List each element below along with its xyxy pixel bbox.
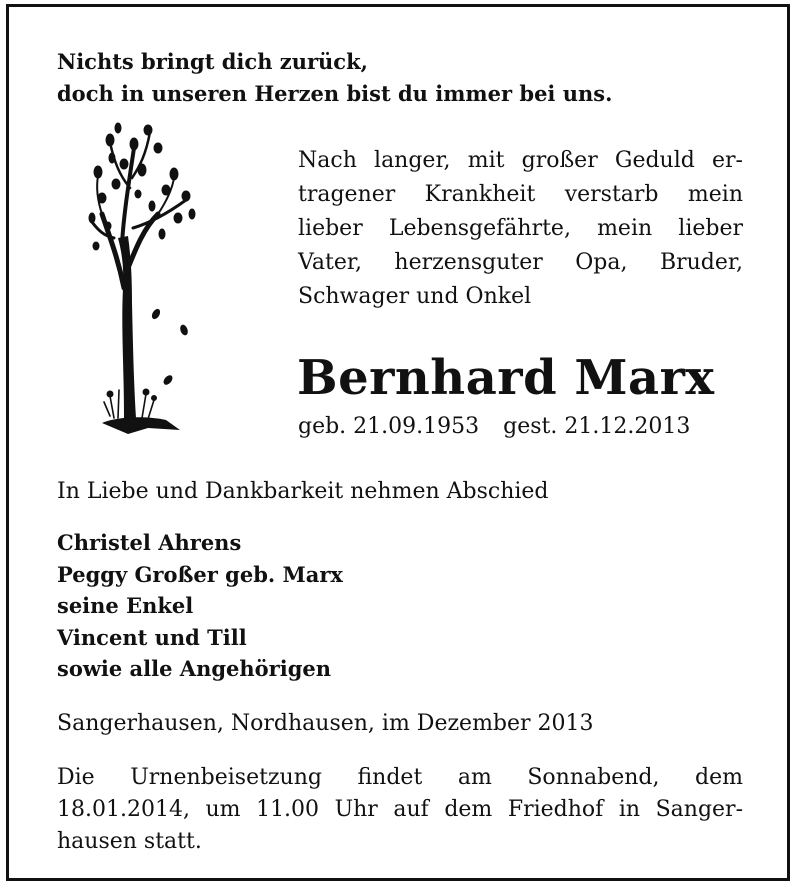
motto-line: Nichts bringt dich zurück, [57, 49, 368, 74]
death-date: gest. 21.12.2013 [503, 414, 691, 439]
mourner: Christel Ahrens [57, 530, 242, 555]
intro-line: tragener Krankheit verstarb mein [298, 182, 743, 207]
mourners-list [57, 527, 343, 685]
intro-line: Vater, herzensguter Opa, Bruder, [298, 250, 743, 275]
intro-line: lieber Lebensgefährte, mein lieber [298, 216, 743, 241]
burial-line: 18.01.2014, um 11.00 Uhr auf dem Friedhof in Sanger- [57, 797, 743, 822]
mourner: sowie alle Angehörigen [57, 656, 332, 681]
intro-line: Nach langer, mit großer Geduld er- [298, 148, 743, 173]
farewell-text: In Liebe und Dankbarkeit nehmen Abschied [57, 479, 549, 504]
motto [57, 46, 612, 110]
intro-line: Schwager und Onkel [298, 284, 532, 309]
burial-notice [57, 762, 743, 858]
mourner: Vincent und Till [57, 624, 247, 650]
birth-date: geb. 21.09.1953 [298, 414, 480, 439]
deceased-name: Bernhard Marx [297, 350, 715, 406]
mourner: Peggy Großer geb. Marx [57, 561, 343, 587]
tree-with-falling-leaves-icon [88, 118, 198, 460]
intro-text [298, 144, 743, 314]
mourner: seine Enkel [57, 593, 194, 618]
motto-line: doch in unseren Herzen bist du immer bei uns. [57, 81, 613, 106]
place-and-date: Sangerhausen, Nordhausen, im Dezember 2013 [57, 711, 594, 736]
burial-line: Die Urnenbeisetzung findet am Sonnabend, dem [57, 765, 743, 790]
life-dates [298, 410, 690, 444]
burial-line: hausen statt. [57, 829, 202, 854]
